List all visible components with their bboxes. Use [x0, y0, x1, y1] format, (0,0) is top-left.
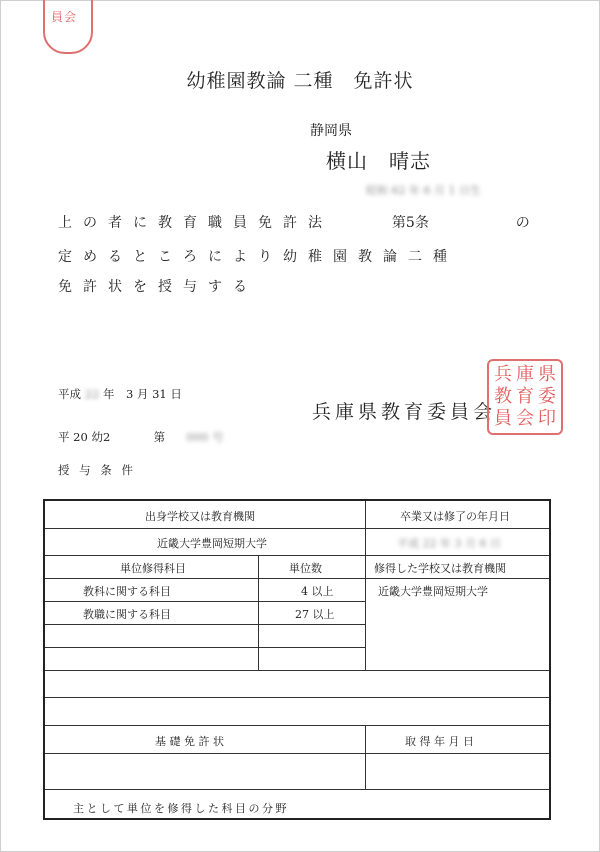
certificate-number — [58, 429, 224, 445]
seal-char: 県 — [538, 364, 556, 385]
conditions-table — [43, 499, 551, 820]
cert-number-label: 第 — [153, 430, 166, 444]
table-rule — [45, 725, 549, 726]
table-rule — [45, 555, 549, 556]
cert-number-redacted: 000 号 — [186, 430, 224, 444]
article-number: 第5条 — [391, 215, 429, 231]
header-acquire-date: 取 得 年 月 日 — [405, 735, 474, 748]
table-rule — [45, 670, 549, 671]
table-rule — [45, 753, 549, 754]
seal-char: 会 — [516, 408, 534, 429]
official-seal — [487, 359, 563, 435]
graduation-date — [397, 535, 501, 551]
subject-row-2: 教職に関する科目 — [83, 608, 171, 621]
header-field: 主として単位を修得した科目の分野 — [73, 802, 289, 815]
cert-number-prefix: 平 20 幼2 — [58, 430, 111, 444]
school-name: 近畿大学豊岡短期大学 — [157, 537, 267, 550]
seal-char: 印 — [538, 408, 556, 429]
seal-char: 庫 — [516, 364, 534, 385]
body-line-2: 定めるところにより幼稚園教論二種 — [58, 249, 458, 265]
holder-name: 横山 晴志 — [326, 149, 431, 173]
table-rule — [45, 697, 549, 698]
birth-date-redacted: 昭和 62 年 6 月 1 日生 — [366, 184, 481, 197]
seal-char: 兵 — [494, 364, 512, 385]
header-basic-license: 基 礎 免 許 状 — [155, 735, 224, 748]
conditions-label: 授 与 条 件 — [58, 463, 136, 477]
table-rule — [45, 647, 365, 648]
seal-char: 教 — [494, 386, 512, 407]
issue-date-era: 平成 — [58, 387, 81, 401]
table-rule — [45, 601, 365, 602]
top-seal-text: 員会 — [51, 10, 78, 24]
body-line-3: 免許状を授与する — [58, 279, 258, 295]
body-line-1 — [58, 212, 541, 232]
table-rule — [45, 624, 365, 625]
header-institution: 修得した学校又は教育機関 — [374, 562, 506, 575]
table-rule — [258, 555, 259, 670]
prefecture: 静岡県 — [310, 123, 352, 139]
subject-row-1: 教科に関する科目 — [83, 585, 171, 598]
issuer: 兵庫県教育委員会 — [312, 401, 497, 423]
issue-date-rest: 年 3 月 31 日 — [102, 387, 182, 401]
table-rule — [45, 789, 549, 790]
seal-char: 委 — [538, 386, 556, 407]
issue-date-year-redacted: 22 — [84, 387, 100, 401]
header-graduation: 卒業又は修了の年月日 — [400, 510, 510, 523]
body-line-1-tail: の — [515, 215, 541, 231]
header-subjects: 単位修得科目 — [120, 562, 186, 575]
units-row-2: 27 以上 — [295, 608, 335, 621]
table-rule — [365, 725, 366, 789]
graduation-date-redacted: 平成 22 年 3 月 6 日 — [397, 537, 501, 550]
institution-name: 近畿大学豊岡短期大学 — [378, 585, 488, 598]
table-rule — [45, 528, 549, 529]
top-seal — [43, 0, 93, 54]
seal-char: 育 — [516, 386, 534, 407]
seal-char: 員 — [494, 408, 512, 429]
birth-date — [366, 182, 481, 198]
units-row-1: 4 以上 — [301, 585, 334, 598]
body-line-1-text: 上の者に教育職員免許法 — [58, 215, 333, 231]
issue-date — [58, 386, 182, 402]
header-units: 単位数 — [289, 562, 322, 575]
table-rule — [365, 555, 366, 670]
table-rule — [45, 578, 549, 579]
table-rule — [365, 501, 366, 555]
certificate-title: 幼稚園教論 二種 免許状 — [186, 70, 414, 92]
header-school: 出身学校又は教育機関 — [145, 510, 255, 523]
